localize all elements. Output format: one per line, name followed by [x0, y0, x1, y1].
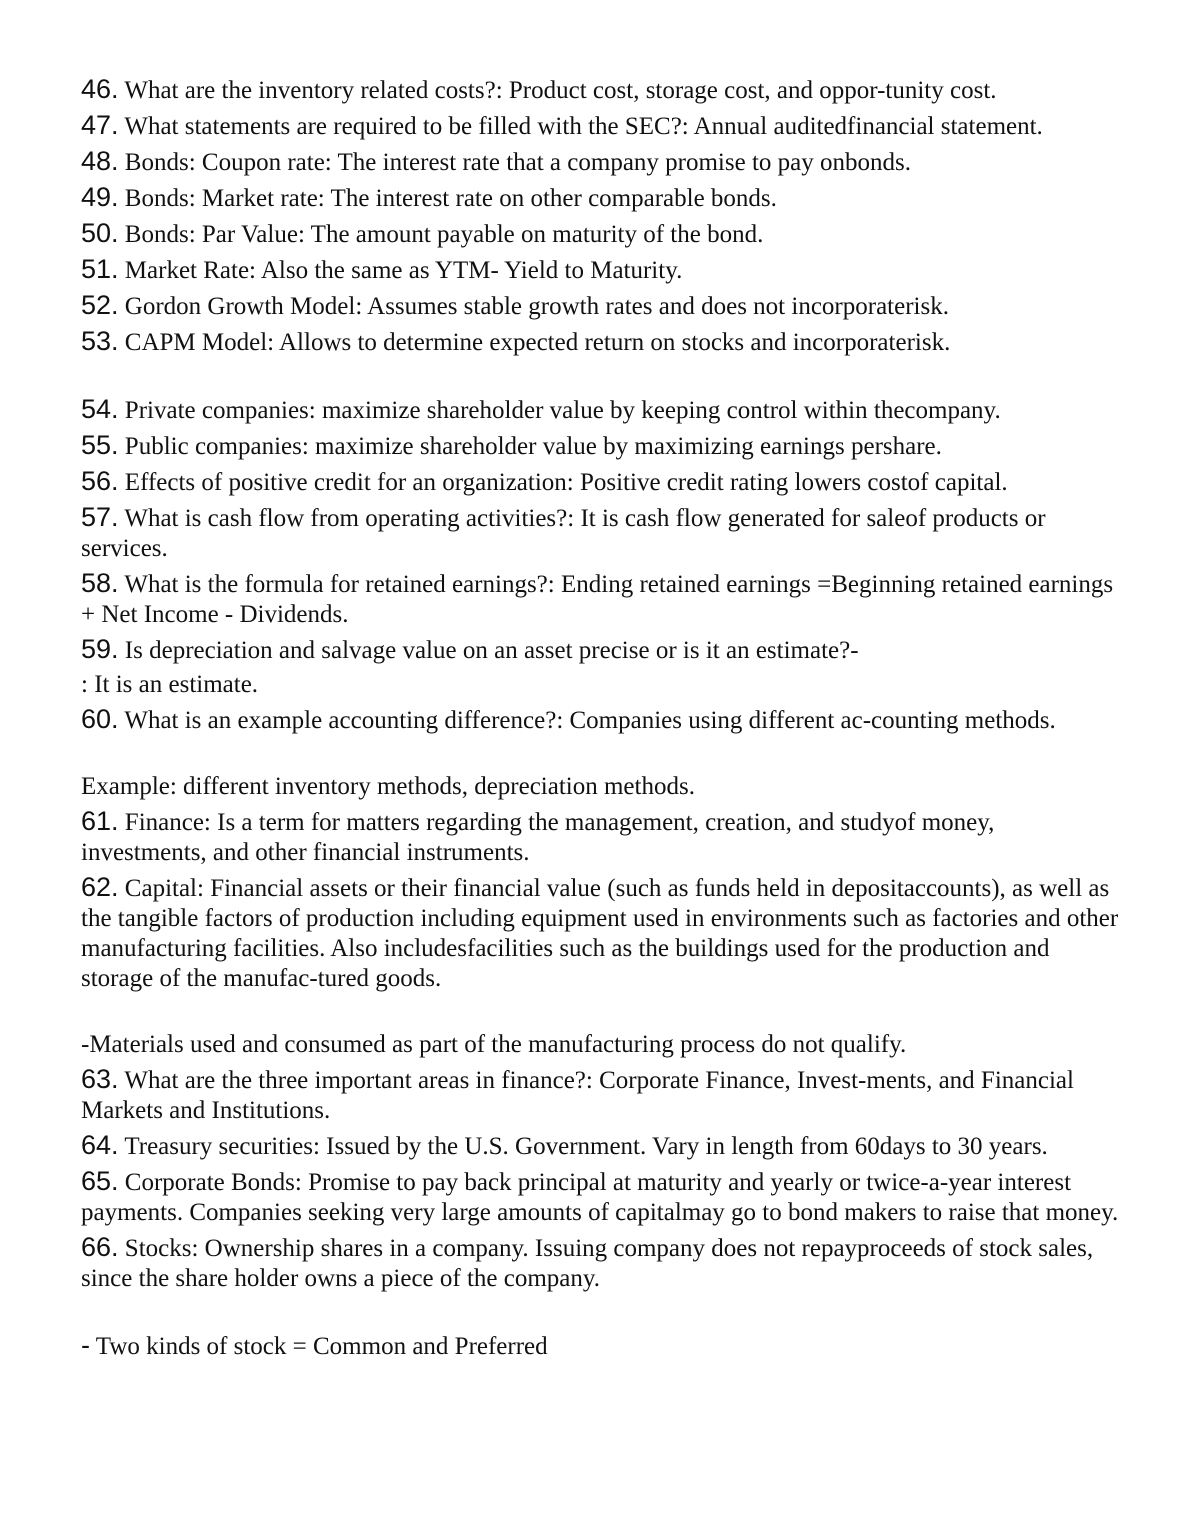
- entry-58: [81, 568, 1121, 630]
- entry-number: 55.: [81, 430, 119, 460]
- entry-text: Finance: Is a term for matters regarding the management, creation, and studyof money, investments, and other financial instruments.: [81, 809, 995, 866]
- entry-text: Bonds: Coupon rate: The interest rate that a company promise to pay onbonds.: [118, 149, 911, 176]
- entry-62: [81, 872, 1121, 994]
- entry-number: 64.: [81, 1130, 119, 1160]
- note-62: -Materials used and consumed as part of the manufacturing process do not qualify.: [81, 1031, 907, 1058]
- entry-number: 46.: [81, 74, 119, 104]
- entry-59: [81, 634, 1121, 666]
- entry-number: 56.: [81, 466, 119, 496]
- entry-63: [81, 1064, 1121, 1126]
- entry-text: Is depreciation and salvage value on an asset precise or is it an estimate?-: [118, 637, 859, 664]
- entry-number: 65.: [81, 1166, 119, 1196]
- entry-text: Private companies: maximize shareholder value by keeping control within thecompany.: [118, 397, 1001, 424]
- entry-53: [81, 326, 1121, 358]
- entry-text: What is the formula for retained earnings?: Ending retained earnings =Beginning retained earnings + Net Income - Dividends.: [81, 571, 1114, 628]
- entry-text: Bonds: Market rate: The interest rate on other comparable bonds.: [118, 185, 777, 212]
- entry-number: 61.: [81, 806, 119, 836]
- entry-number: 59.: [81, 634, 119, 664]
- entry-number: 63.: [81, 1064, 119, 1094]
- entry-number: 50.: [81, 218, 119, 248]
- entry-66: [81, 1232, 1121, 1294]
- entry-number: 62.: [81, 872, 119, 902]
- entry-text: CAPM Model: Allows to determine expected return on stocks and incorporaterisk.: [118, 329, 951, 356]
- spacer: [81, 1298, 1121, 1330]
- spacer: [81, 740, 1121, 772]
- entry-64: [81, 1130, 1121, 1162]
- entry-text: Bonds: Par Value: The amount payable on maturity of the bond.: [118, 221, 764, 248]
- entry-number: 53.: [81, 326, 119, 356]
- entry-number: 57.: [81, 502, 119, 532]
- note-66: [81, 1330, 1121, 1362]
- entry-text: What are the inventory related costs?: Product cost, storage cost, and oppor-tunity cost.: [118, 77, 997, 104]
- entry-54: [81, 394, 1121, 426]
- entry-number: 66.: [81, 1232, 119, 1262]
- entry-48: [81, 146, 1121, 178]
- entry-55: [81, 430, 1121, 462]
- entry-46: [81, 74, 1121, 106]
- entry-text: What is cash flow from operating activities?: It is cash flow generated for saleof products or services.: [81, 505, 1046, 562]
- spacer: [81, 362, 1121, 394]
- entry-51: [81, 254, 1121, 286]
- entry-text: Stocks: Ownership shares in a company. Issuing company does not repayproceeds of stock sales, since the share holder owns a piece of the company.: [81, 1235, 1094, 1292]
- entry-text: Public companies: maximize shareholder value by maximizing earnings pershare.: [118, 433, 942, 460]
- entry-number: 52.: [81, 290, 119, 320]
- entry-number: 51.: [81, 254, 119, 284]
- entry-number: 48.: [81, 146, 119, 176]
- entry-text: Corporate Bonds: Promise to pay back principal at maturity and yearly or twice-a-year interest payments. Companies seeking very large amounts of capitalmay go to bond makers to raise that money.: [81, 1169, 1119, 1226]
- example-60: Example: different inventory methods, depreciation methods.: [81, 773, 695, 800]
- spacer: [81, 998, 1121, 1030]
- entry-text: What is an example accounting difference?: Companies using different ac-counting methods.: [118, 707, 1056, 734]
- entry-number: 49.: [81, 182, 119, 212]
- note-text: Two kinds of stock = Common and Preferred: [90, 1333, 548, 1360]
- entry-60: [81, 704, 1121, 736]
- document-page: [81, 74, 1121, 1366]
- entry-number: 47.: [81, 110, 119, 140]
- entry-text: What statements are required to be filled with the SEC?: Annual auditedfinancial statement.: [118, 113, 1043, 140]
- entry-number: 60.: [81, 704, 119, 734]
- entry-50: [81, 218, 1121, 250]
- entry-text: Capital: Financial assets or their financial value (such as funds held in depositaccounts), as well as the tangible factors of production including equipment used in environments such as factories and other manufacturing facilities. Also includesfacilities such as the buildings used for the production and storage of the manufac-tured goods.: [81, 875, 1119, 992]
- entry-49: [81, 182, 1121, 214]
- entry-65: [81, 1166, 1121, 1228]
- bullet-dash: -: [81, 1330, 90, 1360]
- entry-text: Market Rate: Also the same as YTM- Yield to Maturity.: [118, 257, 683, 284]
- entry-text: Treasury securities: Issued by the U.S. Government. Vary in length from 60days to 30 years.: [118, 1133, 1048, 1160]
- entry-52: [81, 290, 1121, 322]
- entry-text: What are the three important areas in finance?: Corporate Finance, Invest-ments, and Financial Markets and Institutions.: [81, 1067, 1074, 1124]
- entry-number: 58.: [81, 568, 119, 598]
- entry-47: [81, 110, 1121, 142]
- entry-57: [81, 502, 1121, 564]
- entry-61: [81, 806, 1121, 868]
- entry-text: Gordon Growth Model: Assumes stable growth rates and does not incorporaterisk.: [118, 293, 949, 320]
- answer-59: : It is an estimate.: [81, 671, 259, 698]
- entry-number: 54.: [81, 394, 119, 424]
- entry-text: Effects of positive credit for an organization: Positive credit rating lowers costof capital.: [118, 469, 1008, 496]
- entry-56: [81, 466, 1121, 498]
